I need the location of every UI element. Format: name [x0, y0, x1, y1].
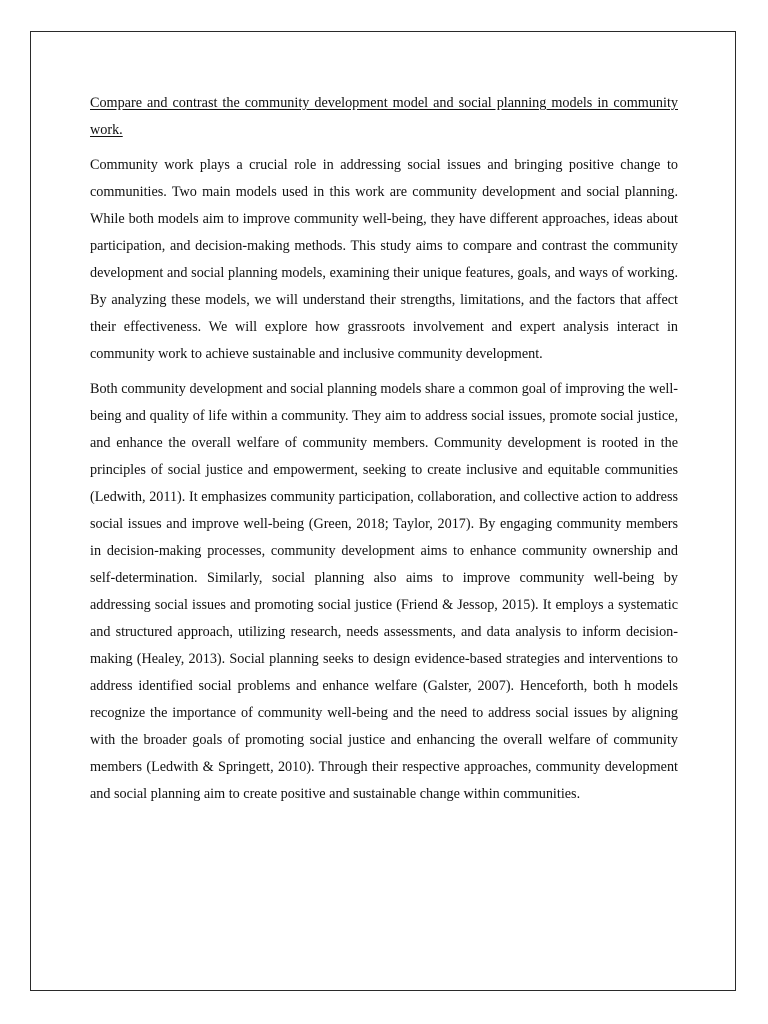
paragraph-introduction: Community work plays a crucial role in addressing social issues and bringing positive change to communities. Two main models used in this work are community development and social planning. While both models aim to improve community well-being, they have different approaches, ideas about participation, and decision-making methods. This study aims to compare and contrast the community development and social planning models, examining their unique features, goals, and ways of working. By analyzing these models, we will understand their strengths, limitations, and the factors that affect their effectiveness. We will explore how grassroots involvement and expert analysis interact in community work to achieve sustainable and inclusive community development. [90, 157, 678, 362]
document-title: Compare and contrast the community development model and social planning models in community work. [90, 95, 678, 138]
document-body [90, 90, 678, 816]
document-page [30, 31, 736, 991]
paragraph-similarities: Both community development and social planning models share a common goal of improving the well-being and quality of life within a community. They aim to address social issues, promote social justice, and enhance the overall welfare of community members. Community development is rooted in the principles of social justice and empowerment, seeking to create inclusive and equitable communities (Ledwith, 2011). It emphasizes community participation, collaboration, and collective action to address social issues and improve well-being (Green, 2018; Taylor, 2017). By engaging community members in decision-making processes, community development aims to enhance community ownership and self-determination. Similarly, social planning also aims to improve community well-being by addressing social issues and promoting social justice (Friend & Jessop, 2015). It employs a systematic and structured approach, utilizing research, needs assessments, and data analysis to inform decision-making (Healey, 2013). Social planning seeks to design evidence-based strategies and interventions to address identified social problems and enhance welfare (Galster, 2007). Henceforth, both h models recognize the importance of community well-being and the need to address social issues by aligning with the broader goals of promoting social justice and enhancing the overall welfare of community members (Ledwith & Springett, 2010). Through their respective approaches, community development and social planning aim to create positive and sustainable change within communities. [90, 381, 678, 802]
